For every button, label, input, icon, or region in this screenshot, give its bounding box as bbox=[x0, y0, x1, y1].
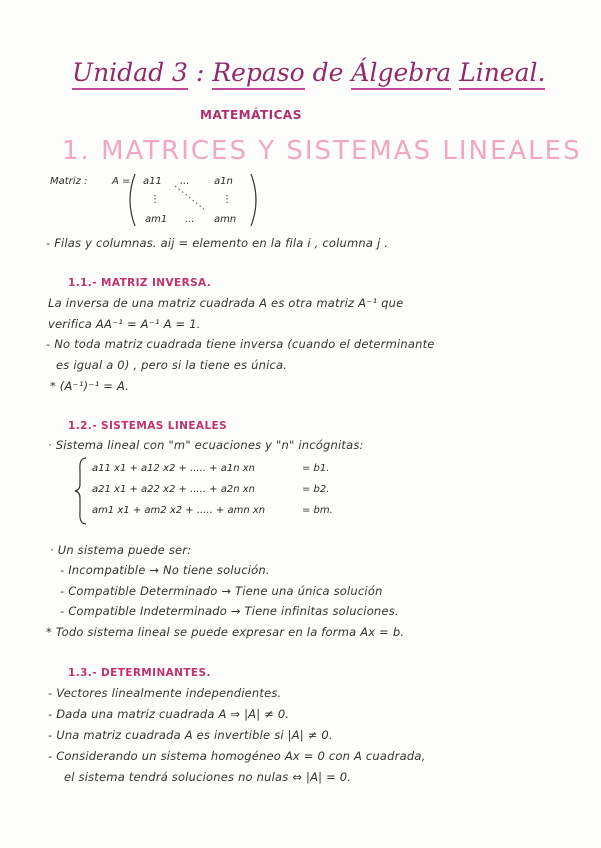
text-line: - Dada una matriz cuadrada A ⇒ |A| ≠ 0. bbox=[48, 707, 290, 721]
matrix-a11: a11 bbox=[143, 176, 162, 187]
matrix-vdots-left: ⋮ bbox=[150, 194, 160, 205]
title-algebra: Álgebra bbox=[351, 58, 451, 90]
section-heading: 1. MATRICES Y SISTEMAS LINEALES bbox=[62, 136, 582, 166]
subject-heading: MATEMÁTICAS bbox=[200, 108, 302, 122]
equation-row bbox=[92, 463, 330, 474]
text-line: - Incompatible → No tiene solución. bbox=[60, 563, 270, 577]
matrix-lhs: A = bbox=[112, 176, 131, 187]
page-title bbox=[72, 58, 546, 87]
text-line: - Vectores linealmente independientes. bbox=[48, 686, 282, 700]
subsection-heading-determinantes: 1.3.- DETERMINANTES. bbox=[68, 667, 211, 679]
equation-row bbox=[92, 484, 330, 495]
equation-lhs: am1 x1 + am2 x2 + ..... + amn xn bbox=[92, 505, 266, 516]
text-line: - Compatible Indeterminado → Tiene infinitas soluciones. bbox=[60, 604, 399, 618]
subsection-heading-inversa: 1.1.- MATRIZ INVERSA. bbox=[68, 277, 212, 289]
matrix-label: Matriz : bbox=[50, 176, 88, 187]
matrix-vdots-right: ⋮ bbox=[222, 194, 232, 205]
equation-lhs: a21 x1 + a22 x2 + ..... + a2n xn bbox=[92, 484, 255, 495]
subsection-heading-sistemas: 1.2.- SISTEMAS LINEALES bbox=[68, 420, 228, 432]
text-line: es igual a 0) , pero si la tiene es única. bbox=[56, 358, 288, 372]
text-line: - Compatible Determinado → Tiene una única solución bbox=[60, 584, 383, 598]
title-unidad: Unidad 3 bbox=[72, 58, 188, 90]
equation-lhs: a11 x1 + a12 x2 + ..... + a1n xn bbox=[92, 463, 255, 474]
matrix-a1n: a1n bbox=[214, 176, 233, 187]
equation-rhs: = b2. bbox=[302, 484, 330, 495]
title-de: de bbox=[312, 58, 344, 87]
text-line: verifica AA⁻¹ = A⁻¹ A = 1. bbox=[48, 317, 201, 331]
text-line: el sistema tendrá soluciones no nulas ⇔ |A| = 0. bbox=[64, 770, 352, 784]
title-lineal: Lineal. bbox=[459, 58, 545, 90]
text-line: - No toda matriz cuadrada tiene inversa (cuando el determinante bbox=[46, 337, 435, 351]
system-brace bbox=[74, 456, 88, 526]
equation-row bbox=[92, 505, 333, 516]
text-line: * (A⁻¹)⁻¹ = A. bbox=[50, 379, 130, 393]
title-repaso: Repaso bbox=[212, 58, 304, 90]
equation-rhs: = bm. bbox=[302, 505, 333, 516]
equation-rhs: = b1. bbox=[302, 463, 330, 474]
matrix-am1: am1 bbox=[145, 214, 168, 225]
matrix-note: - Filas y columnas. aij = elemento en la fila i , columna j . bbox=[46, 236, 389, 250]
text-line: · Sistema lineal con "m" ecuaciones y "n" incógnitas: bbox=[48, 438, 364, 452]
title-colon: : bbox=[195, 58, 205, 87]
matrix-dots-top: ... bbox=[180, 176, 190, 187]
text-line: - Considerando un sistema homogéneo Ax = 0 con A cuadrada, bbox=[48, 749, 426, 763]
matrix-amn: amn bbox=[214, 214, 237, 225]
matrix-dots-bottom: ... bbox=[185, 214, 195, 225]
text-line: · Un sistema puede ser: bbox=[50, 543, 192, 557]
text-line: * Todo sistema lineal se puede expresar en la forma Ax = b. bbox=[46, 625, 405, 639]
text-line: La inversa de una matriz cuadrada A es otra matriz A⁻¹ que bbox=[48, 296, 404, 310]
text-line: - Una matriz cuadrada A es invertible si |A| ≠ 0. bbox=[48, 728, 333, 742]
